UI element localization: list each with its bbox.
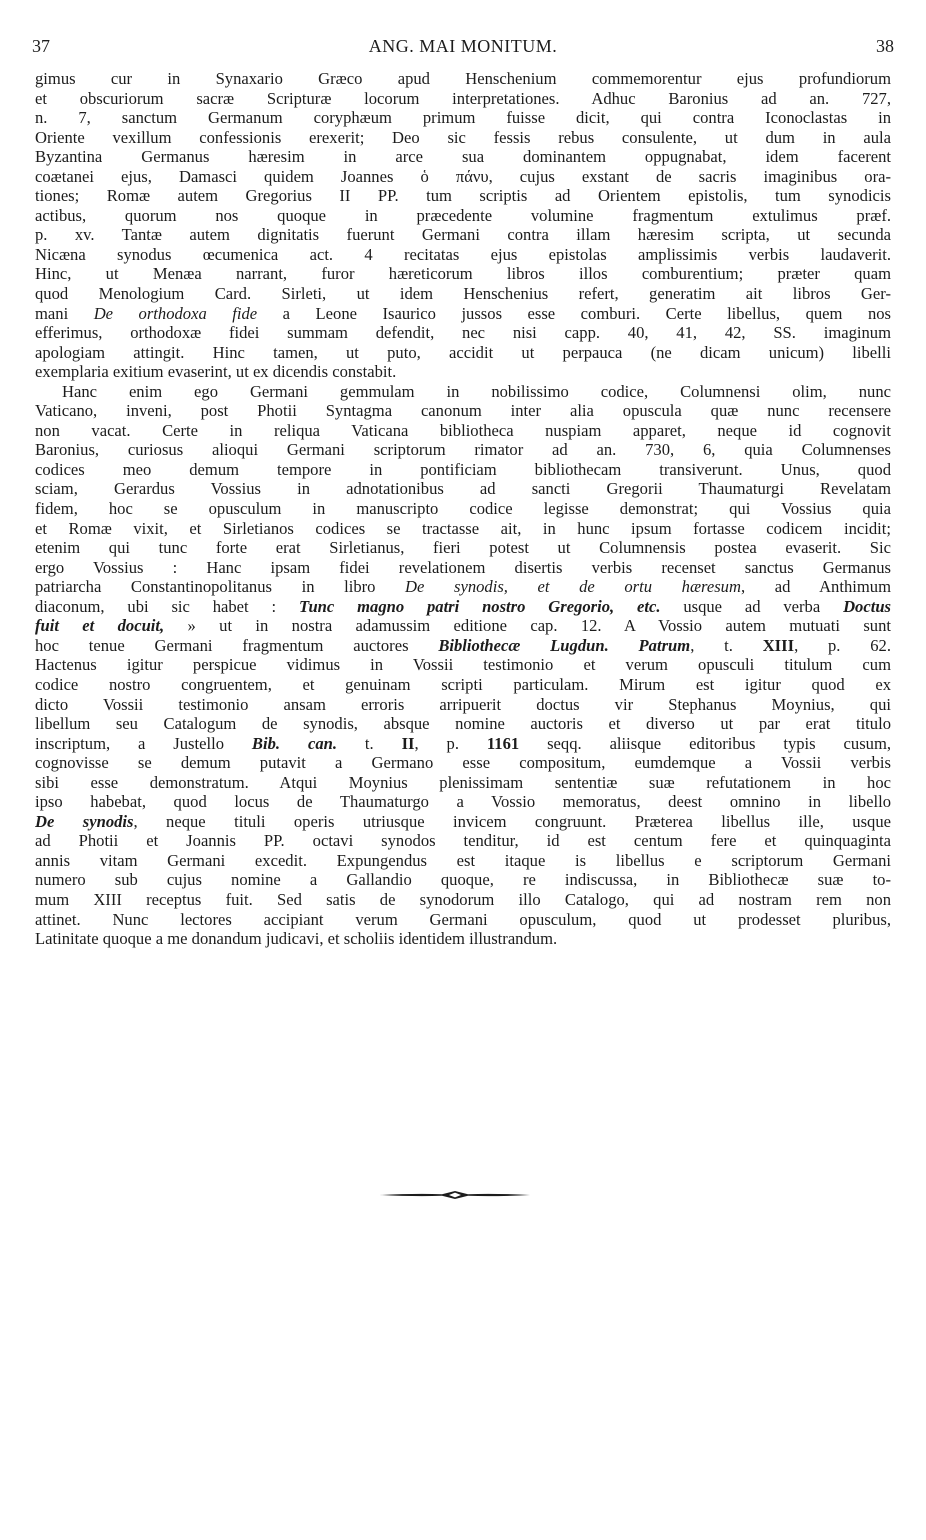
text-line: sibi esse demonstratum. Atqui Moynius plenissimam sententiæ suæ refutationem in hoc: [35, 772, 891, 792]
text-line: patriarcha Constantinopolitanus in libro De synodis, et de ortu hæresum, ad Anthimum: [35, 577, 891, 597]
text-line: non vacat. Certe in reliqua Vaticana bibliotheca nuspiam apparet, neque id cognovit: [35, 420, 891, 440]
running-title: ANG. MAI MONITUM.: [368, 36, 558, 56]
text-line: ipso habebat, quod locus de Thaumaturgo a Vossio memoratus, deest omnino in libello: [35, 792, 891, 812]
left-page-number: 37: [32, 36, 50, 56]
text-line: Hanc enim ego Germani gemmulam in nobilissimo codice, Columnensi olim, nunc: [62, 381, 891, 401]
text-line: n. 7, sanctum Germanum coryphæum primum fuisse dicit, qui contra Iconoclastas in: [35, 108, 891, 128]
text-line: ad Photii et Joannis PP. octavi synodos tenditur, id est centum fere et quinquaginta: [35, 831, 891, 851]
text-line: cognovisse se demum putavit a Germano esse compositum, eumdemque a Vossii verbis: [35, 753, 891, 773]
text-line: ergo Vossius : Hanc ipsam fidei revelationem disertis verbis recenset sanctus Germanus: [35, 557, 891, 577]
text-line: codice nostro congruentem, et genuinam scripti particulam. Mirum est igitur quod ex: [35, 674, 891, 694]
text-line: gimus cur in Synaxario Græco apud Henschenium commemorentur ejus profundiorum: [35, 69, 891, 88]
text-line: Oriente vexillum confessionis erexerit; Deo sic fessis rebus consulente, ut dum in aula: [35, 127, 891, 147]
text-line: quod Menologium Card. Sirleti, ut idem Henschenius refert, generatim ait libros Ger-: [35, 284, 891, 304]
text-line: et obscuriorum sacræ Scripturæ locorum interpretationes. Adhuc Baronius ad an. 727,: [35, 88, 891, 108]
text-line: p. xv. Tantæ autem dignitatis fuerunt Germani contra illam hæresim scripta, ut secunda: [35, 225, 891, 245]
text-line: fidem, hoc se opusculum in manuscripto codice legisse demonstrat; qui Vossius quia: [35, 499, 891, 519]
text-line: mum XIII receptus fuit. Sed satis de synodorum illo Catalogo, qui ad nostram rem non: [35, 889, 891, 909]
text-line: Latinitate quoque a me donandum judicavi, et scholiis identidem illustrandum.: [35, 929, 558, 949]
text-line: diaconum, ubi sic habet : Tunc magno patri nostro Gregorio, etc. usque ad verba Doctus: [35, 596, 891, 616]
text-line: libellum seu Catalogum de synodis, absque nomine auctoris et diverso ut par erat titulo: [35, 714, 891, 734]
text-line: actibus, quorum nos quoque in præcedente volumine fragmentum extulimus præf.: [35, 205, 891, 225]
text-line: fuit et docuit, » ut in nostra adamussim editione cap. 12. A Vossio autem mutuati sunt: [35, 616, 891, 636]
text-line: Baronius, curiosus alioqui Germani scriptorum rimator ad an. 730, 6, quia Columnenses: [35, 440, 891, 460]
text-line: numero sub cujus nomine a Gallandio quoque, re indiscussa, in Bibliothecæ suæ to-: [35, 870, 891, 890]
text-line: exemplaria exitium evaserint, ut ex dicendis constabit.: [35, 362, 397, 382]
text-line: Byzantina Germanus hæresim in arce sua dominantem oppugnabat, idem facerent: [35, 147, 891, 167]
running-header: [32, 36, 894, 60]
text-line: De synodis, neque tituli operis utriusque invicem congruunt. Præterea libellus ille, usque: [35, 811, 891, 831]
text-line: inscriptum, a Justello Bib. can. t. II, p. 1161 seqq. aliisque editoribus typis cusum,: [35, 733, 891, 753]
end-ornament: [380, 1188, 530, 1202]
text-line: Nicæna synodus œcumenica act. 4 recitatas ejus epistolas amplissimis verbis laudaverit.: [35, 244, 891, 264]
text-line: annis vitam Germani excedit. Expungendus est itaque is libellus e scriptorum Germani: [35, 850, 891, 870]
text-line: Hactenus igitur perspicue vidimus in Vossii testimonio et verum opusculi titulum cum: [35, 655, 891, 675]
text-line: codices meo demum tempore in pontificiam bibliothecam transiverunt. Unus, quod: [35, 459, 891, 479]
text-line: attinet. Nunc lectores accipiant verum Germani opusculum, quod ut prodesset pluribus,: [35, 909, 891, 929]
text-line: Vaticano, inveni, post Photii Syntagma canonum inter alia opuscula quæ nunc recensere: [35, 401, 891, 421]
text-line: tiones; Romæ autem Gregorius II PP. tum scriptis ad Orientem epistolis, tum synodicis: [35, 186, 891, 206]
text-line: et Romæ vixit, et Sirletianos codices se tractasse ait, in hunc ipsum fortasse codicem incidit;: [35, 518, 891, 538]
text-line: coætanei ejus, Damasci quidem Joannes ὁ πάνυ, cujus exstant de sacris imaginibus ora-: [35, 166, 891, 186]
text-line: Hinc, ut Menæa narrant, furor hæreticorum libros illos comburentium; præter quam: [35, 264, 891, 284]
right-page-number: 38: [876, 36, 894, 56]
text-line: efferimus, orthodoxæ fidei summam defendit, nec nisi capp. 40, 41, 42, SS. imaginum: [35, 323, 891, 343]
main-text: [35, 69, 891, 949]
text-line: mani De orthodoxa fide a Leone Isaurico jussos esse comburi. Certe libellus, quem nos: [35, 303, 891, 323]
text-line: apologiam attingit. Hinc tamen, ut puto, accidit ut perpauca (ne dicam unicum) libelli: [35, 342, 891, 362]
text-line: dicto Vossii testimonio ansam erroris arripuerit doctus vir Stephanus Moynius, qui: [35, 694, 891, 714]
text-line: sciam, Gerardus Vossius in adnotationibus ad sancti Gregorii Thaumaturgi Revelatam: [35, 479, 891, 499]
text-line: hoc tenue Germani fragmentum auctores Bibliothecæ Lugdun. Patrum, t. XIII, p. 62.: [35, 635, 891, 655]
text-line: etenim qui tunc forte erat Sirletianus, fieri potest ut Columnensis postea evaserit. Sic: [35, 538, 891, 558]
